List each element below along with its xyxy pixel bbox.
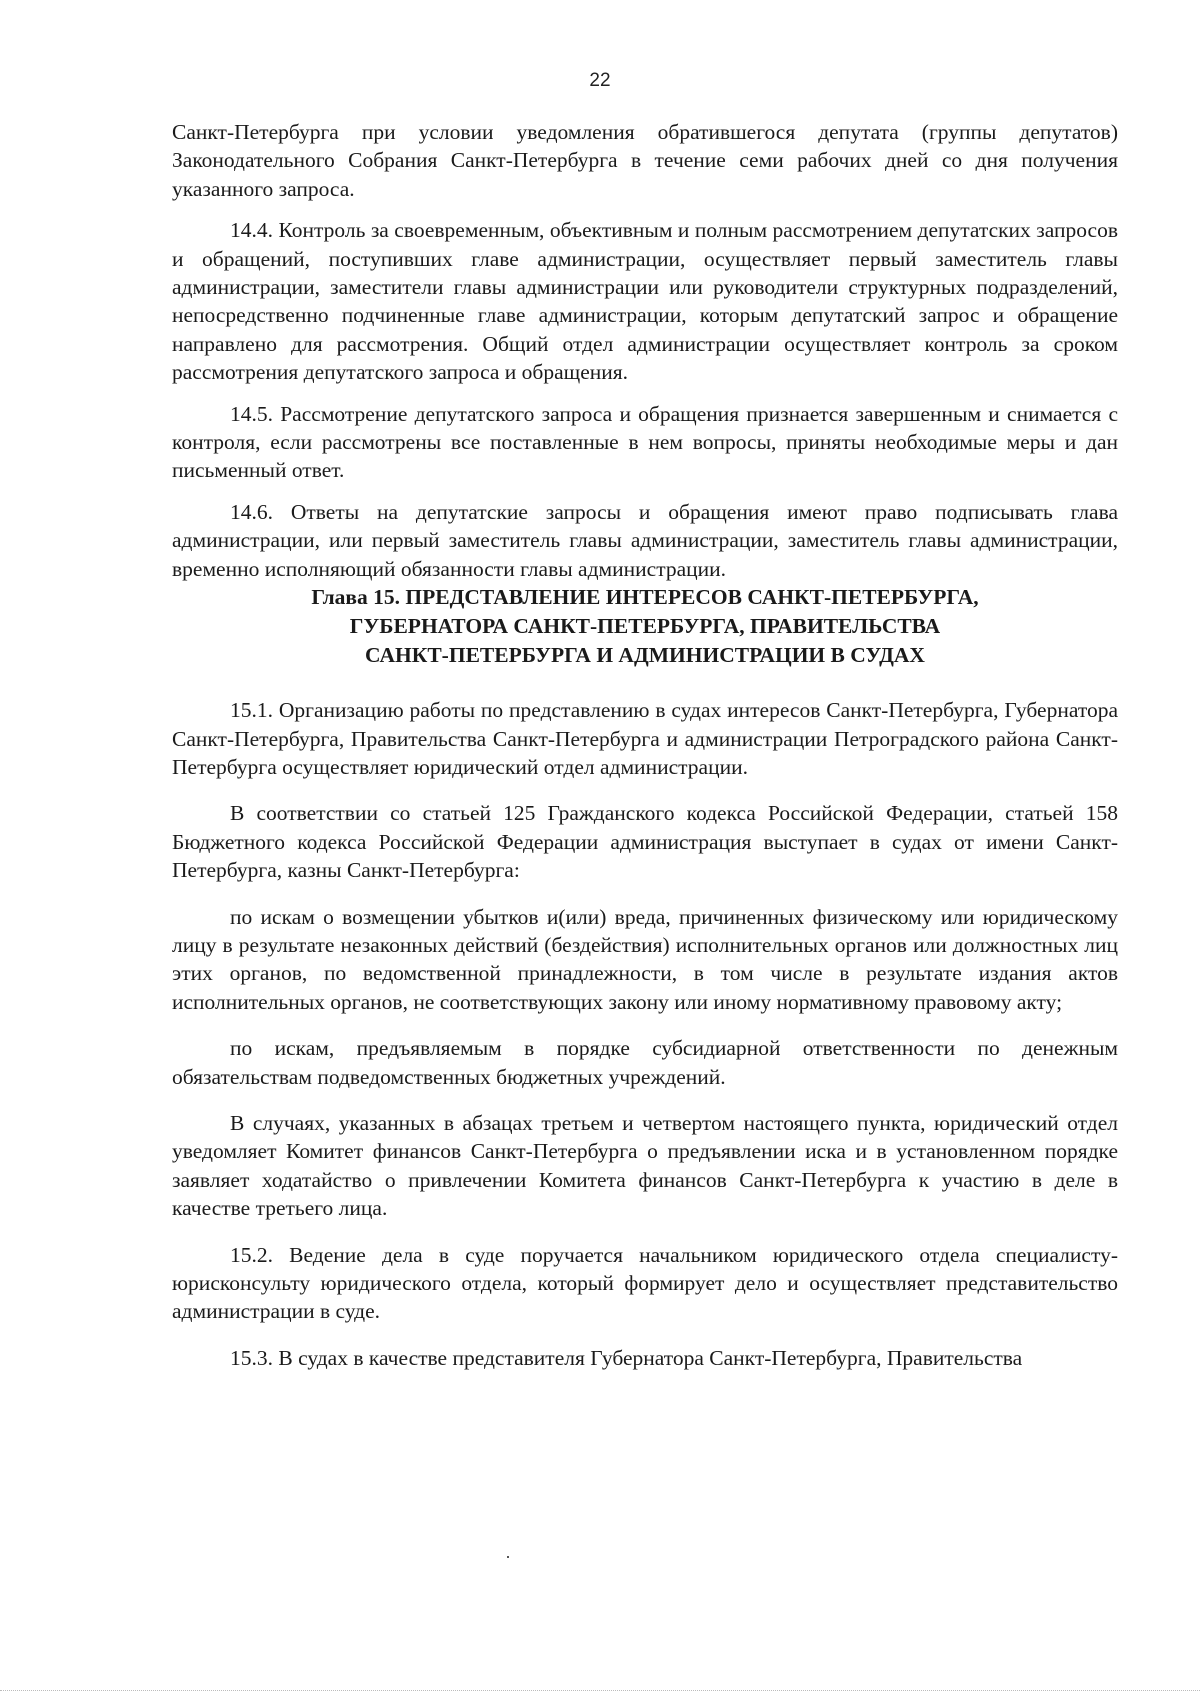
paragraph-claims-subsidiary: по искам, предъявляемым в порядке субсидиарной ответственности по денежным обязательствам подведомственных бюджетных учреждений. <box>172 1036 1118 1089</box>
paragraph-14-5: 14.5. Рассмотрение депутатского запроса и обращения признается завершенным и снимается с контроля, если рассмотрены все поставленные в нем вопросы, приняты необходимые меры и дан письменный ответ. <box>172 401 1118 483</box>
paragraph-article-125: В соответствии со статьей 125 Гражданского кодекса Российской Федерации, статьей 158 Бюджетного кодекса Российской Федерации администрация выступает в судах от имени Санкт-Петербурга, казны Санкт-Петербурга: <box>172 801 1118 883</box>
chapter-heading-line-1: Глава 15. ПРЕДСТАВЛЕНИЕ ИНТЕРЕСОВ САНКТ-ПЕТЕРБУРГА, <box>311 585 979 610</box>
paragraph-claims-damages: по искам о возмещении убытков и(или) вреда, причиненных физическому или юридическому лицу в результате незаконных действий (бездействия) исполнительных органов или должностных лиц этих органов, по ведомственной принадлежности, в том числе в результате издания актов исполнительных органов, не соответствующих закону или иному нормативному правовому акту; <box>172 904 1118 1014</box>
chapter-heading-line-3: САНКТ-ПЕТЕРБУРГА И АДМИНИСТРАЦИИ В СУДАХ <box>365 643 925 668</box>
paragraph-15-2: 15.2. Ведение дела в суде поручается начальником юридического отдела специалисту-юрисконсульту юридического отдела, который формирует дело и осуществляет представительство администрации в суде. <box>172 1242 1118 1324</box>
scan-speck <box>507 1556 509 1558</box>
paragraph-15-1: 15.1. Организацию работы по представлению в судах интересов Санкт-Петербурга, Губернатора Санкт-Петербурга, Правительства Санкт-Петербурга и администрации Петроградского района Санкт-Петербурга осуществляет юридический отдел администрации. <box>172 698 1118 779</box>
paragraph-15-3: 15.3. В судах в качестве представителя Губернатора Санкт-Петербурга, Правительства <box>230 1345 1023 1370</box>
chapter-15-heading <box>172 583 1118 670</box>
page-number: 22 <box>589 70 611 91</box>
paragraph-14-4: 14.4. Контроль за своевременным, объективным и полным рассмотрением депутатских запросов и обращений, поступивших главе администрации, осуществляет первый заместитель главы администрации, заместители главы администрации или руководители структурных подразделений, непосредственно подчиненные главе администрации, которым депутатский запрос и обращение направлено для рассмотрения. Общий отдел администрации осуществляет контроль за сроком рассмотрения депутатского запроса и обращения. <box>172 218 1118 385</box>
paragraph-14-6: 14.6. Ответы на депутатские запросы и обращения имеют право подписывать глава администрации, или первый заместитель главы администрации, заместитель главы администрации, временно исполняющий обязанности главы администрации. <box>172 499 1118 581</box>
paragraph-finance-committee: В случаях, указанных в абзацах третьем и четвертом настоящего пункта, юридический отдел уведомляет Комитет финансов Санкт-Петербурга о предъявлении иска и в установленном порядке заявляет ходатайство о привлечении Комитета финансов Санкт-Петербурга к участию в деле в качестве третьего лица. <box>172 1110 1118 1221</box>
scan-bottom-edge <box>0 1690 1200 1692</box>
chapter-heading-line-2: ГУБЕРНАТОРА САНКТ-ПЕТЕРБУРГА, ПРАВИТЕЛЬСТВА <box>349 614 941 639</box>
paragraph-continuation: Санкт-Петербурга при условии уведомления обратившегося депутата (группы депутатов) Законодательного Собрания Санкт-Петербурга в течение семи рабочих дней со дня получения указанного запроса. <box>172 120 1118 201</box>
document-body <box>172 118 1118 1372</box>
